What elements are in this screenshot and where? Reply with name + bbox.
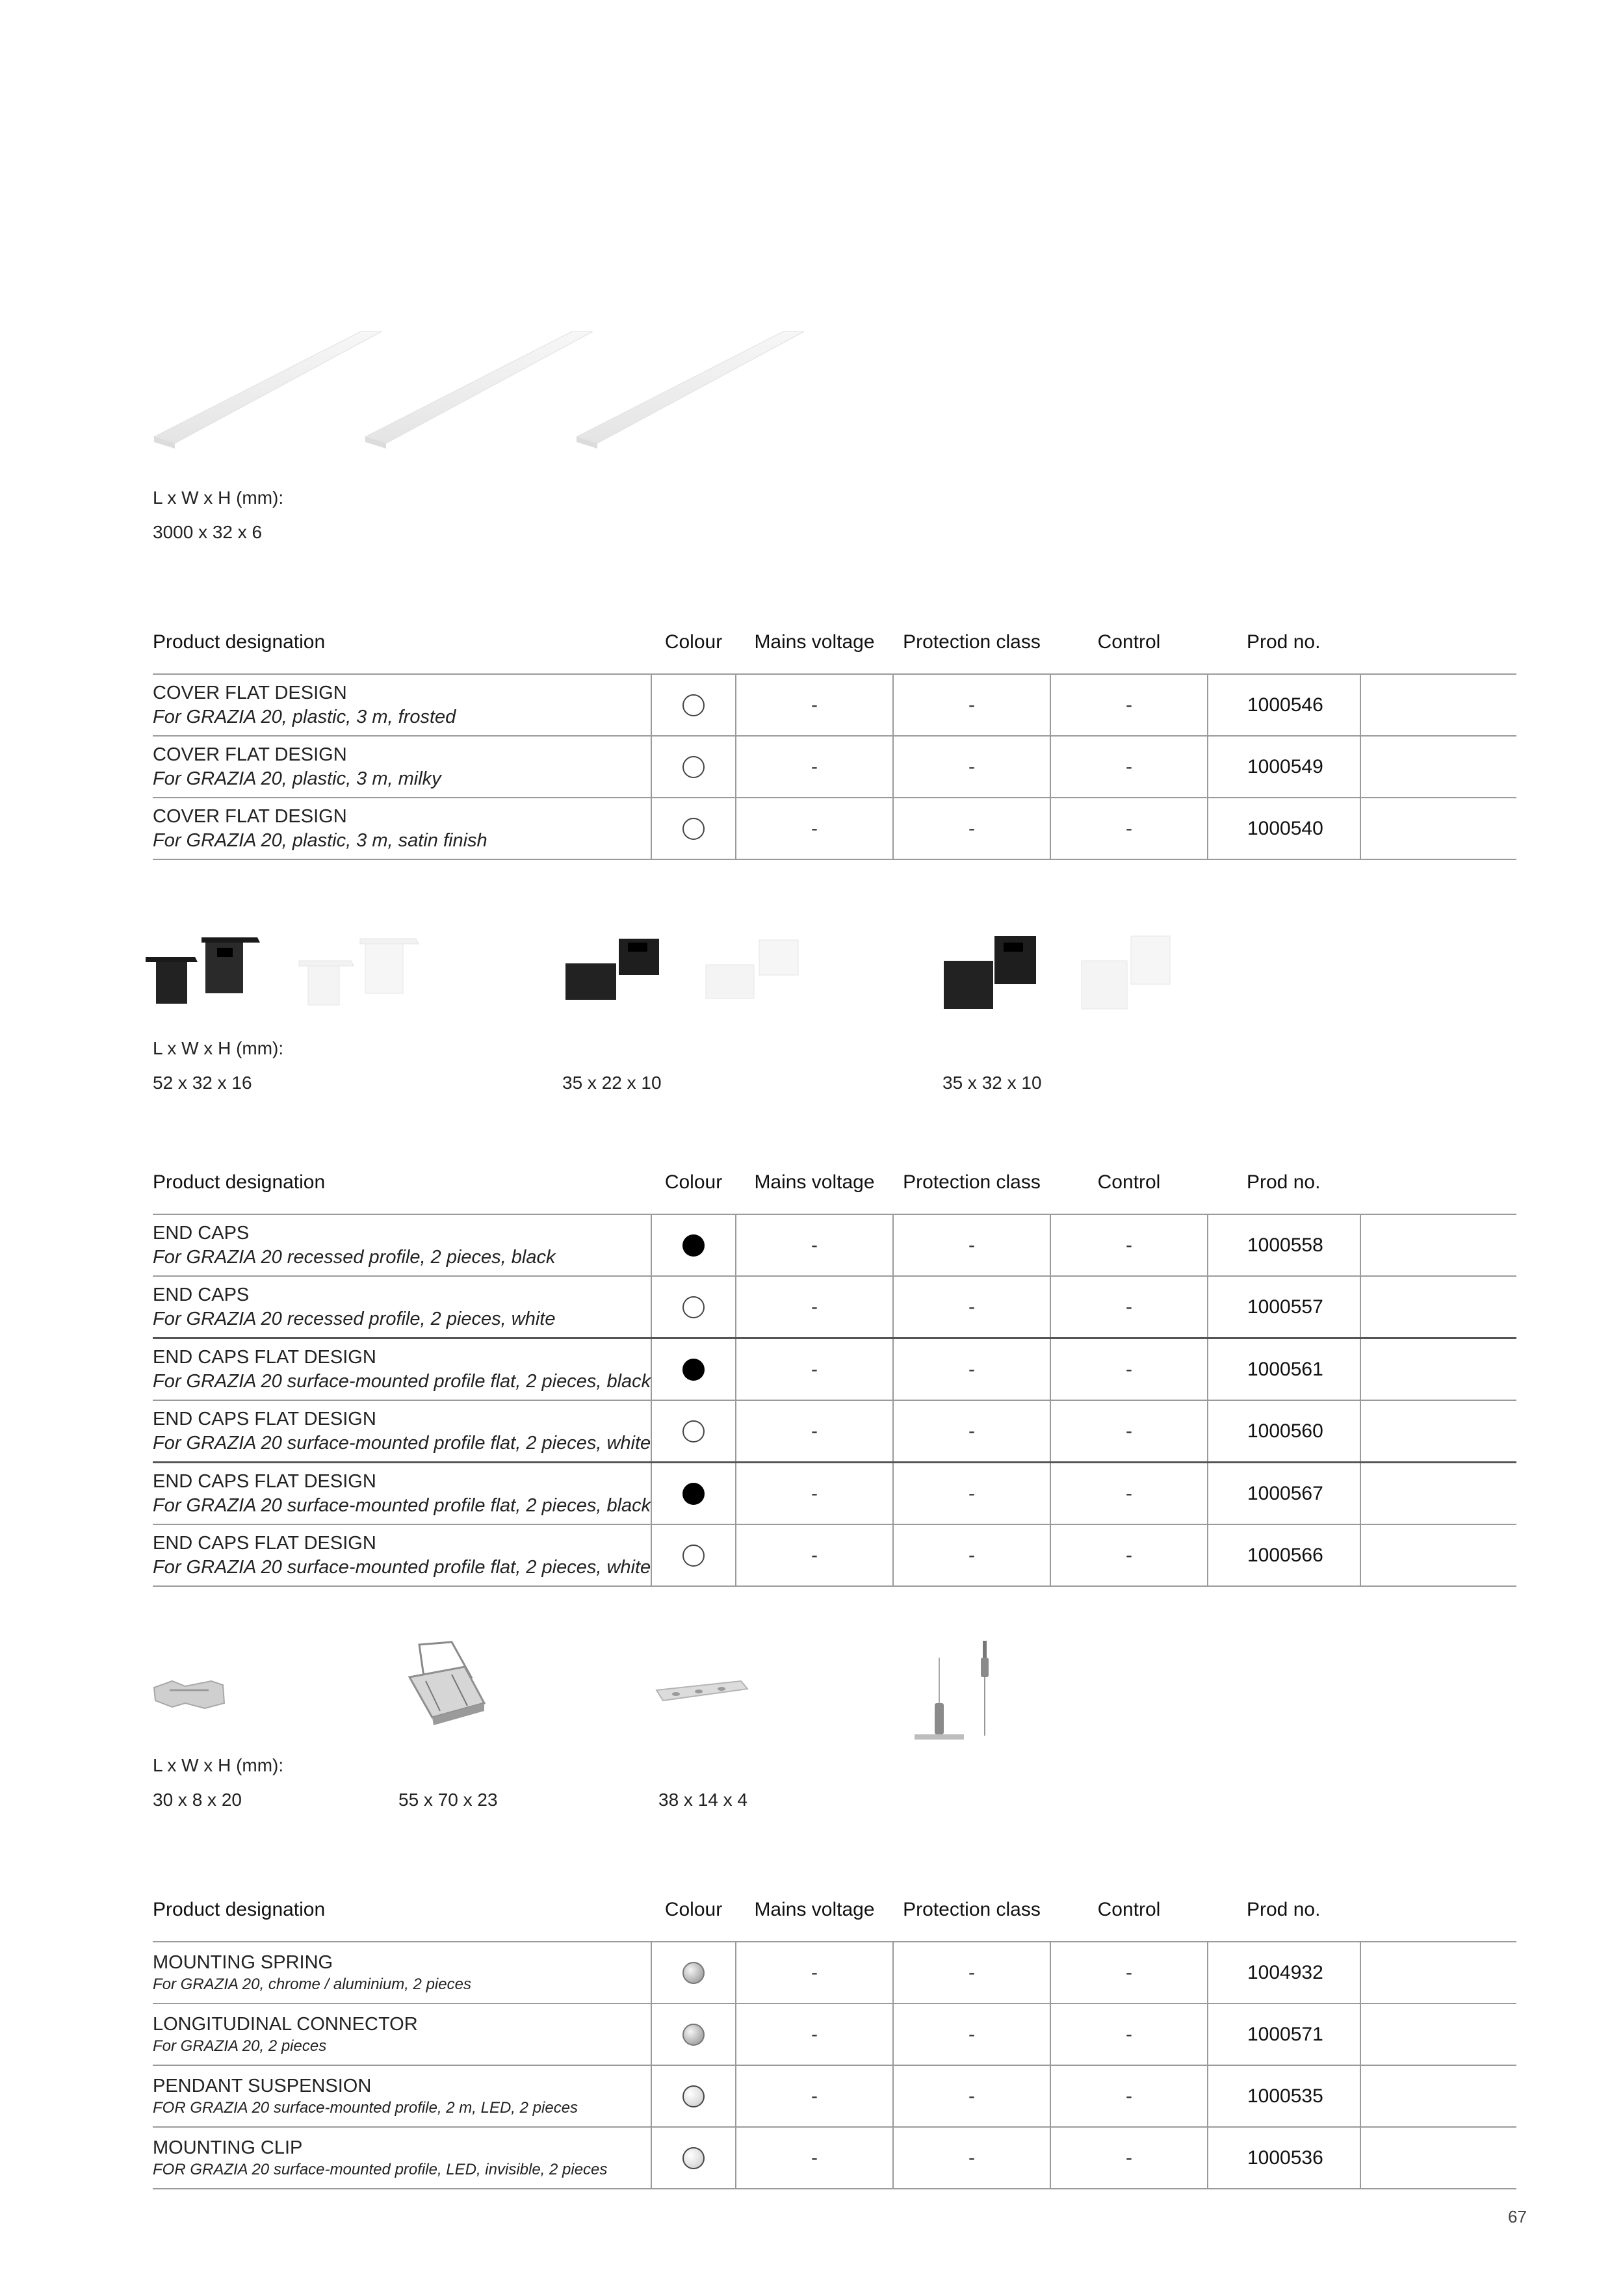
product-name: COVER FLAT DESIGN: [153, 744, 347, 766]
voltage-cell: -: [736, 2127, 893, 2189]
voltage-cell: -: [736, 736, 893, 798]
table-row: [153, 2003, 1516, 2065]
covers-table: [153, 611, 1516, 860]
page-number: 67: [1508, 2207, 1527, 2226]
control-cell: -: [1050, 1463, 1208, 1525]
longitudinal-connector-image: [409, 1642, 484, 1725]
designation-cell: [153, 2127, 651, 2189]
voltage-cell: -: [736, 1942, 893, 2003]
colour-cell: [651, 1942, 736, 2003]
prod-no-cell: 1004932: [1208, 1942, 1360, 2003]
table-row: [153, 1942, 1516, 2003]
mounting-table: [153, 1879, 1516, 2189]
designation-cell: [153, 2003, 651, 2065]
cover-milky-image: [365, 332, 593, 449]
control-cell: -: [1050, 1214, 1208, 1276]
product-name: PENDANT SUSPENSION: [153, 2076, 372, 2097]
end-caps-illustration: [136, 923, 1189, 1021]
prod-no-cell: 1000557: [1208, 1276, 1360, 1338]
colour-cell: [651, 1524, 736, 1586]
empty-cell: [1360, 1276, 1516, 1338]
colour-cell: [651, 736, 736, 798]
empty-cell: [1360, 1338, 1516, 1401]
control-cell: -: [1050, 674, 1208, 736]
col-header-protection: Protection class: [893, 1151, 1050, 1214]
table-row: [153, 736, 1516, 798]
designation-cell: [153, 1942, 651, 2003]
prod-no-cell: 1000566: [1208, 1524, 1360, 1586]
col-header-protection: Protection class: [893, 611, 1050, 674]
col-header-empty: [1360, 1879, 1516, 1942]
end-cap-recessed-black-image: [146, 937, 260, 1004]
product-description: FOR GRAZIA 20 surface-mounted profile, 2 m, LED, 2 pieces: [153, 2098, 578, 2117]
designation-cell: [153, 736, 651, 798]
col-header-colour: Colour: [651, 611, 736, 674]
colour-cell: [651, 798, 736, 859]
protection-cell: -: [893, 1524, 1050, 1586]
product-description: For GRAZIA 20 surface-mounted profile flat, 2 pieces, black: [153, 1494, 651, 1516]
col-header-designation: Product designation: [153, 611, 651, 674]
prod-no-cell: 1000536: [1208, 2127, 1360, 2189]
dimensions-value: 52 x 32 x 16: [153, 1073, 252, 1093]
protection-cell: -: [893, 1463, 1050, 1525]
product-name: END CAPS FLAT DESIGN: [153, 1471, 376, 1493]
colour-swatch-white: [682, 1296, 705, 1318]
table-header-row: [153, 1879, 1516, 1942]
table-header-row: [153, 1151, 1516, 1214]
control-cell: -: [1050, 2003, 1208, 2065]
prod-no-cell: 1000561: [1208, 1338, 1360, 1401]
table-row: [153, 1276, 1516, 1338]
col-header-prod: Prod no.: [1208, 611, 1360, 674]
prod-no-cell: 1000571: [1208, 2003, 1360, 2065]
designation-cell: [153, 1338, 651, 1401]
pendant-suspension-image: [915, 1641, 989, 1740]
designation-cell: [153, 798, 651, 859]
col-header-voltage: Mains voltage: [736, 611, 893, 674]
col-header-prod: Prod no.: [1208, 1151, 1360, 1214]
table-header-row: [153, 611, 1516, 674]
empty-cell: [1360, 1942, 1516, 2003]
control-cell: -: [1050, 1338, 1208, 1401]
table-row: [153, 674, 1516, 736]
dimensions-value: 3000 x 32 x 6: [153, 522, 263, 542]
protection-cell: -: [893, 1214, 1050, 1276]
table-row: [153, 1214, 1516, 1276]
voltage-cell: -: [736, 1463, 893, 1525]
colour-cell: [651, 1276, 736, 1338]
empty-cell: [1360, 674, 1516, 736]
product-description: For GRAZIA 20 recessed profile, 2 pieces, black: [153, 1246, 556, 1268]
end-caps-table: [153, 1151, 1516, 1587]
table-row: [153, 2127, 1516, 2189]
colour-cell: [651, 2127, 736, 2189]
colour-swatch-chrome: [682, 1962, 705, 1984]
colour-swatch-black: [682, 1234, 705, 1257]
empty-cell: [1360, 736, 1516, 798]
cover-strips-illustration: [146, 325, 822, 455]
prod-no-cell: 1000567: [1208, 1463, 1360, 1525]
designation-cell: [153, 1276, 651, 1338]
end-cap-recessed-white-image: [299, 939, 419, 1005]
designation-cell: [153, 1524, 651, 1586]
voltage-cell: -: [736, 1276, 893, 1338]
colour-cell: [651, 1214, 736, 1276]
col-header-control: Control: [1050, 611, 1208, 674]
cover-product-images: [146, 325, 822, 455]
empty-cell: [1360, 1524, 1516, 1586]
dimensions-label: L x W x H (mm):: [153, 488, 284, 508]
designation-cell: [153, 1400, 651, 1463]
voltage-cell: -: [736, 1400, 893, 1463]
mounting-product-images: [146, 1638, 1030, 1755]
dimensions-label: L x W x H (mm):: [153, 1755, 284, 1775]
product-description: For GRAZIA 20, plastic, 3 m, satin finish: [153, 829, 487, 851]
col-header-colour: Colour: [651, 1151, 736, 1214]
product-name: MOUNTING CLIP: [153, 2137, 303, 2159]
empty-cell: [1360, 1463, 1516, 1525]
product-name: COVER FLAT DESIGN: [153, 806, 347, 828]
col-header-control: Control: [1050, 1879, 1208, 1942]
colour-swatch-black: [682, 1483, 705, 1505]
designation-cell: [153, 2065, 651, 2127]
product-description: For GRAZIA 20 surface-mounted profile flat, 2 pieces, black: [153, 1370, 651, 1392]
control-cell: -: [1050, 736, 1208, 798]
empty-cell: [1360, 2003, 1516, 2065]
colour-swatch-silver: [682, 2147, 705, 2169]
dimensions-value: 35 x 32 x 10: [942, 1073, 1042, 1093]
table-row: [153, 1463, 1516, 1525]
colour-cell: [651, 1338, 736, 1401]
designation-cell: [153, 674, 651, 736]
protection-cell: -: [893, 1276, 1050, 1338]
product-description: For GRAZIA 20 surface-mounted profile flat, 2 pieces, white: [153, 1432, 651, 1454]
col-header-prod: Prod no.: [1208, 1879, 1360, 1942]
dimensions-label: L x W x H (mm):: [153, 1038, 284, 1058]
colour-swatch-silver: [682, 2085, 705, 2107]
product-description: For GRAZIA 20, 2 pieces: [153, 2037, 327, 2055]
control-cell: -: [1050, 798, 1208, 859]
product-description: For GRAZIA 20, plastic, 3 m, milky: [153, 768, 441, 789]
prod-no-cell: 1000549: [1208, 736, 1360, 798]
table-row: [153, 2065, 1516, 2127]
colour-swatch-white: [682, 1545, 705, 1567]
end-cap-flat-large-black-image: [944, 936, 1036, 1009]
protection-cell: -: [893, 2003, 1050, 2065]
product-name: COVER FLAT DESIGN: [153, 683, 347, 704]
prod-no-cell: 1000535: [1208, 2065, 1360, 2127]
control-cell: -: [1050, 1524, 1208, 1586]
protection-cell: -: [893, 2065, 1050, 2127]
product-name: LONGITUDINAL CONNECTOR: [153, 2014, 418, 2035]
prod-no-cell: 1000558: [1208, 1214, 1360, 1276]
empty-cell: [1360, 798, 1516, 859]
dimensions-value: 55 x 70 x 23: [398, 1790, 498, 1810]
product-name: END CAPS FLAT DESIGN: [153, 1533, 376, 1554]
colour-swatch-white: [682, 818, 705, 840]
colour-cell: [651, 1463, 736, 1525]
col-header-designation: Product designation: [153, 1879, 651, 1942]
table-row: [153, 1338, 1516, 1401]
table-row: [153, 1524, 1516, 1586]
voltage-cell: -: [736, 1338, 893, 1401]
col-header-voltage: Mains voltage: [736, 1879, 893, 1942]
colour-swatch-white: [682, 694, 705, 716]
colour-swatch-white: [682, 756, 705, 778]
product-description: For GRAZIA 20 surface-mounted profile flat, 2 pieces, white: [153, 1556, 651, 1578]
empty-cell: [1360, 1214, 1516, 1276]
prod-no-cell: 1000560: [1208, 1400, 1360, 1463]
product-description: For GRAZIA 20, chrome / aluminium, 2 pieces: [153, 1975, 471, 1993]
control-cell: -: [1050, 2127, 1208, 2189]
product-name: MOUNTING SPRING: [153, 1952, 333, 1974]
col-header-protection: Protection class: [893, 1879, 1050, 1942]
voltage-cell: -: [736, 674, 893, 736]
designation-cell: [153, 1214, 651, 1276]
control-cell: -: [1050, 1942, 1208, 2003]
dimensions-value: 35 x 22 x 10: [562, 1073, 662, 1093]
connector-plate-image: [656, 1681, 747, 1701]
colour-swatch-chrome: [682, 2024, 705, 2046]
product-name: END CAPS: [153, 1285, 250, 1306]
voltage-cell: -: [736, 2065, 893, 2127]
end-cap-flat-large-white-image: [1082, 936, 1170, 1009]
control-cell: -: [1050, 1276, 1208, 1338]
mounting-spring-image: [154, 1681, 224, 1708]
voltage-cell: -: [736, 1524, 893, 1586]
designation-cell: [153, 1463, 651, 1525]
colour-cell: [651, 2065, 736, 2127]
mounting-accessories-illustration: [146, 1638, 1030, 1755]
empty-cell: [1360, 1400, 1516, 1463]
prod-no-cell: 1000540: [1208, 798, 1360, 859]
end-cap-flat-black-image: [565, 939, 659, 1000]
colour-cell: [651, 674, 736, 736]
empty-cell: [1360, 2127, 1516, 2189]
product-description: For GRAZIA 20, plastic, 3 m, frosted: [153, 706, 456, 727]
col-header-empty: [1360, 1151, 1516, 1214]
product-name: END CAPS: [153, 1223, 250, 1244]
voltage-cell: -: [736, 798, 893, 859]
table-row: [153, 798, 1516, 859]
prod-no-cell: 1000546: [1208, 674, 1360, 736]
product-description: For GRAZIA 20 recessed profile, 2 pieces, white: [153, 1308, 556, 1329]
protection-cell: -: [893, 1400, 1050, 1463]
protection-cell: -: [893, 2127, 1050, 2189]
product-name: END CAPS FLAT DESIGN: [153, 1409, 376, 1430]
control-cell: -: [1050, 1400, 1208, 1463]
voltage-cell: -: [736, 2003, 893, 2065]
cover-satin-image: [577, 332, 804, 449]
protection-cell: -: [893, 1338, 1050, 1401]
cover-frosted-image: [154, 332, 382, 449]
col-header-colour: Colour: [651, 1879, 736, 1942]
colour-cell: [651, 2003, 736, 2065]
control-cell: -: [1050, 2065, 1208, 2127]
voltage-cell: -: [736, 1214, 893, 1276]
colour-swatch-white: [682, 1420, 705, 1442]
end-caps-product-images: [136, 923, 1189, 1021]
empty-cell: [1360, 2065, 1516, 2127]
protection-cell: -: [893, 798, 1050, 859]
col-header-empty: [1360, 611, 1516, 674]
product-description: FOR GRAZIA 20 surface-mounted profile, LED, invisible, 2 pieces: [153, 2160, 608, 2178]
table-row: [153, 1400, 1516, 1463]
protection-cell: -: [893, 674, 1050, 736]
protection-cell: -: [893, 736, 1050, 798]
protection-cell: -: [893, 1942, 1050, 2003]
colour-cell: [651, 1400, 736, 1463]
col-header-designation: Product designation: [153, 1151, 651, 1214]
product-name: END CAPS FLAT DESIGN: [153, 1347, 376, 1368]
colour-swatch-black: [682, 1359, 705, 1381]
col-header-control: Control: [1050, 1151, 1208, 1214]
col-header-voltage: Mains voltage: [736, 1151, 893, 1214]
end-cap-flat-white-image: [706, 940, 798, 998]
dimensions-value: 30 x 8 x 20: [153, 1790, 242, 1810]
dimensions-value: 38 x 14 x 4: [658, 1790, 747, 1810]
